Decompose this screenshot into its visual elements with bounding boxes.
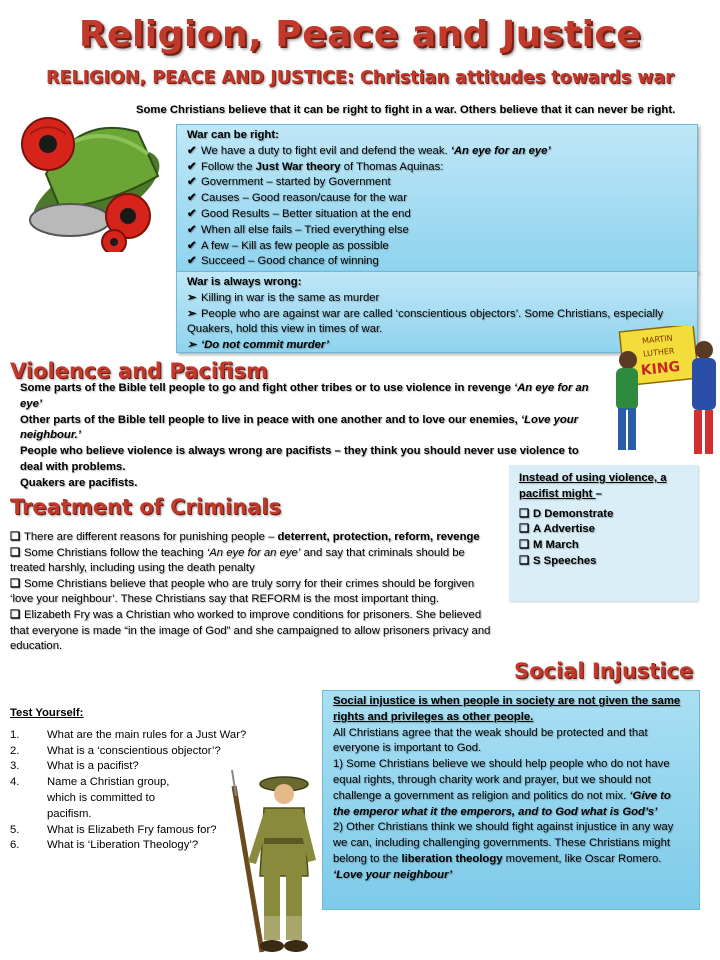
social-paragraph-1: All Christians agree that the weak should be protected and that everyone is important to God. <box>333 726 648 755</box>
pacifist-box <box>509 465 698 601</box>
test-heading: Test Yourself: <box>10 707 84 719</box>
list-item: ✔ A few – Kill as few people as possible <box>187 239 687 255</box>
treatment-heading: Treatment of Criminals <box>10 495 281 519</box>
list-item: ✔ We have a duty to fight evil and defend the weak. ‘An eye for an eye’ <box>187 144 687 160</box>
social-paragraph-3: 2) Other Christians think we should fight against injustice in any way we can, including challenging governments. These Christians might belong to the liberation theology movement, like Oscar Romero. ‘Love your neighbour’ <box>333 821 674 881</box>
check-icon: ✔ <box>187 160 197 173</box>
helmet-poppies-image <box>8 104 176 252</box>
violence-paragraph-4: Quakers are pacifists. <box>20 476 138 489</box>
question-item: 6. What is ‘Liberation Theology’? <box>10 839 199 852</box>
protest-figures-image <box>604 326 720 460</box>
war-wrong-heading: War is always wrong: <box>187 276 302 288</box>
sign-line-3: KING <box>640 358 681 379</box>
check-icon: ✔ <box>187 223 197 236</box>
question-item: 1. What are the main rules for a Just War? <box>10 728 247 741</box>
arrow-bullet-icon: ➢ <box>187 291 197 304</box>
violence-paragraph-1: Some parts of the Bible tell people to go and fight other tribes or to use violence in revenge ‘An eye for an eye’ <box>20 382 589 410</box>
war-right-heading: War can be right: <box>187 129 279 141</box>
violence-paragraph-2: Other parts of the Bible tell people to live in peace with one another and to love our enemies, ‘Love your neighbour.’ <box>20 413 579 442</box>
list-item: ➢ ‘Do not commit murder’ <box>187 338 687 354</box>
war-right-panel <box>176 124 698 273</box>
page-subtitle: RELIGION, PEACE AND JUSTICE: Christian attitudes towards war <box>46 68 674 88</box>
list-item: ✔ Causes – Good reason/cause for the war <box>187 191 687 207</box>
social-paragraph-2: 1) Some Christians believe we should help people who do not have equal rights, through charity work and prayer, but we should not challenge a government as religion and politics do not mix. ‘Give to the emperor what it the emperors, and to God what is God’s’ <box>333 758 671 818</box>
pacifist-heading: Instead of using violence, a pacifist might – <box>519 472 667 500</box>
question-item: 5. What is Elizabeth Fry famous for? <box>10 823 217 836</box>
check-icon: ✔ <box>187 192 197 205</box>
checkbox-icon: ❑ <box>10 577 21 590</box>
list-item: ✔ Government – started by Government <box>187 175 687 191</box>
list-item: ➢ People who are against war are called ‘conscientious objectors’. Some Christians, especially Quakers, hold this view in times of war. <box>187 307 664 336</box>
social-injustice-box <box>322 690 700 910</box>
checkbox-icon: ❑ <box>10 546 21 559</box>
violence-paragraph-3: People who believe violence is always wrong are pacifists – they think you should never use violence to deal with problems. <box>20 445 579 473</box>
check-icon: ✔ <box>187 239 197 252</box>
check-icon: ✔ <box>187 207 197 220</box>
list-item: ➢ Killing in war is the same as murder <box>187 291 687 307</box>
checkbox-icon: ❑ <box>519 507 530 520</box>
list-item: ❑ A Advertise <box>519 522 688 538</box>
list-item: ✔ Succeed – Good chance of winning <box>187 254 687 270</box>
checkbox-icon: ❑ <box>519 554 530 567</box>
check-icon: ✔ <box>187 176 197 189</box>
list-item: ✔ Good Results – Better situation at the end <box>187 207 687 223</box>
question-item: 3. What is a pacifist? <box>10 760 139 773</box>
arrow-bullet-icon: ➢ <box>187 307 197 320</box>
list-item: ❑ S Speeches <box>519 554 688 570</box>
list-item: ❑ M March <box>519 538 688 554</box>
list-item: ❑ Elizabeth Fry was a Christian who worked to improve conditions for prisoners. She believed that everyone is made “in the image of God” and she campaigned to allow prisoners privacy and education. <box>10 608 491 653</box>
check-icon: ✔ <box>187 144 197 157</box>
checkbox-icon: ❑ <box>10 531 21 543</box>
list-item: ❑ Some Christians believe that people who are truly sorry for their crimes should be forgiven ‘love your neighbour’. These Christians say that REFORM is the most important thing. <box>10 577 475 606</box>
question-item: 4. Name a Christian group, which is committed to pacifism. <box>10 776 170 820</box>
page-title: Religion, Peace and Justice <box>78 14 642 55</box>
arrow-bullet-icon: ➢ <box>187 339 197 352</box>
checkbox-icon: ❑ <box>10 608 21 621</box>
soldier-image <box>224 766 324 960</box>
question-item: 2. What is a ‘conscientious objector’? <box>10 744 221 757</box>
checkbox-icon: ❑ <box>519 523 530 536</box>
check-icon: ✔ <box>187 255 197 268</box>
list-item: ✔ Follow the Just War theory of Thomas Aquinas: <box>187 160 687 176</box>
checkbox-icon: ❑ <box>519 539 530 552</box>
list-item: ❑ D Demonstrate <box>519 507 688 523</box>
violence-heading: Violence and Pacifism <box>10 359 268 383</box>
intro-text: Some Christians believe that it can be right to fight in a war. Others believe that it can never be right. <box>136 104 676 116</box>
list-item: ❑ There are different reasons for punishing people – deterrent, protection, reform, revenge <box>10 530 500 546</box>
list-item: ❑ Some Christians follow the teaching ‘An eye for an eye’ and say that criminals should be treated harshly, including using the death penalty <box>10 546 465 575</box>
social-heading: Social Injustice <box>514 659 694 683</box>
social-definition: Social injustice is when people in society are not given the same rights and privileges as other people. <box>333 695 681 723</box>
list-item: ✔ When all else fails – Tried everything else <box>187 223 687 239</box>
treatment-body <box>10 530 500 655</box>
sign-line-1: MARTIN <box>641 333 674 346</box>
sign-line-2: LUTHER <box>642 346 675 359</box>
